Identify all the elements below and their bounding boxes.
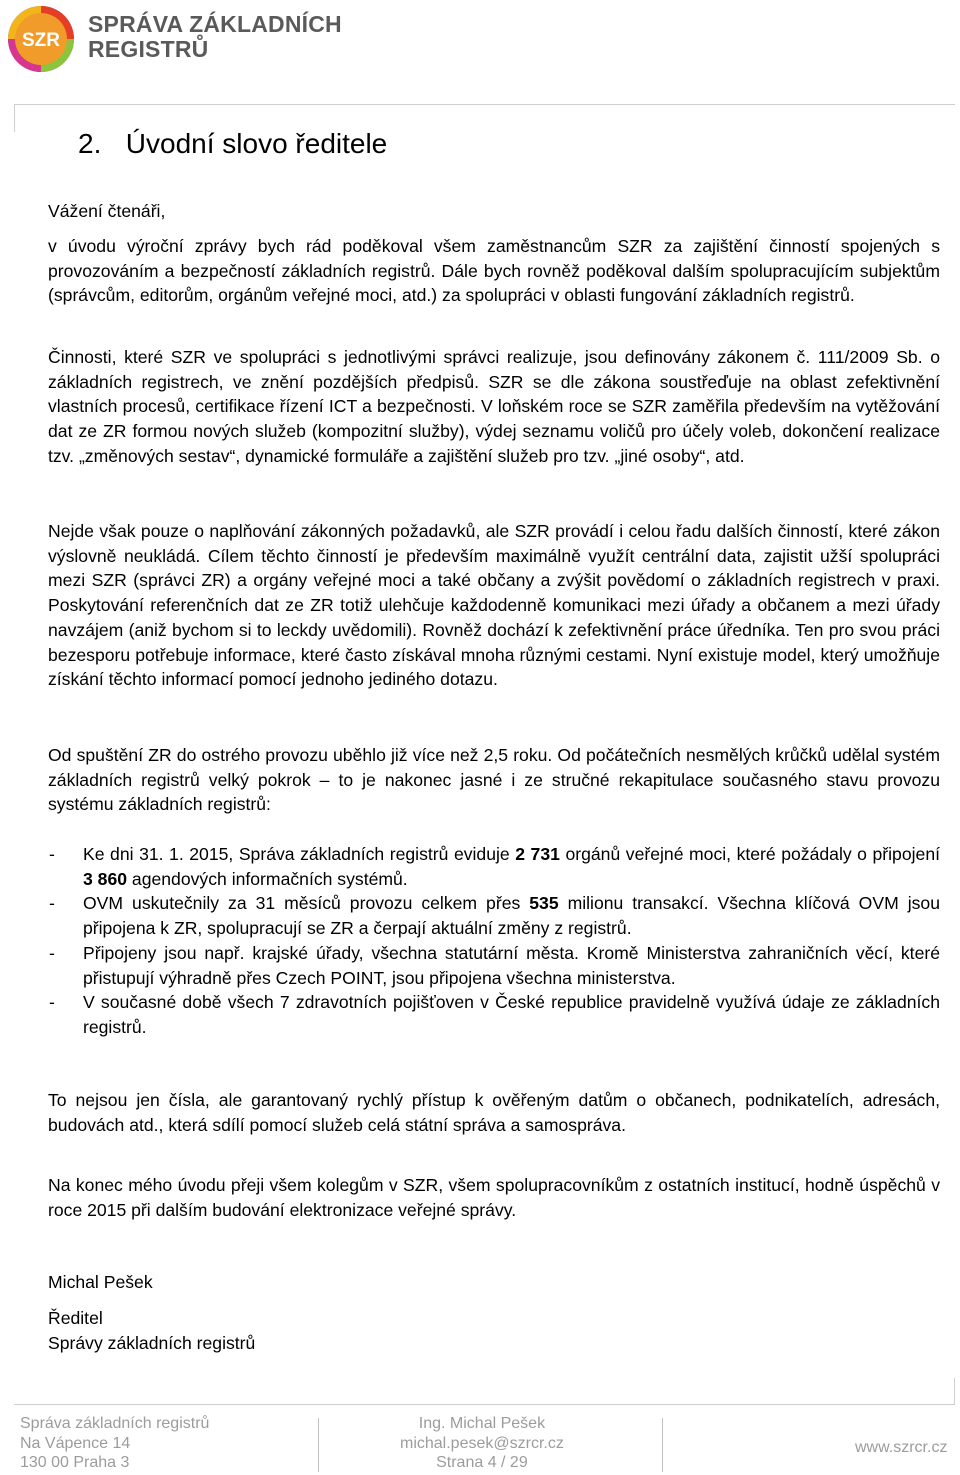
org-name-line2: REGISTRŮ — [88, 36, 209, 62]
signature-name: Michal Pešek — [48, 1272, 153, 1292]
footer-separator — [318, 1418, 319, 1472]
footer-divider — [14, 1404, 955, 1405]
signature-role: Ředitel — [48, 1308, 103, 1328]
footer-page-number: Strana 4 / 29 — [436, 1454, 528, 1471]
footer-divider-tick — [954, 1378, 955, 1404]
list-item: - V současné době všech 7 zdravotních pojišťoven v České republice pravidelně využívá údaje ze základních registrů. — [48, 990, 940, 1039]
paragraph-thanks: v úvodu výroční zprávy bych rád poděkoval všem zaměstnancům SZR za zajištění činností spojených s provozováním a bezpečností základních registrů. Dále bych rovněž poděkoval dalším spolupracujícím subjektům (správcům, editorům, orgánům veřejné moci, atd.) za spolupráci v oblasti fungování základních registrů. — [48, 236, 940, 306]
header-divider — [14, 104, 955, 105]
list-item — [48, 842, 940, 891]
section-heading — [78, 124, 387, 164]
org-name-line1: SPRÁVA ZÁKLADNÍCH — [88, 11, 342, 37]
footer-contact-name: Ing. Michal Pešek — [418, 1415, 546, 1432]
ovm-count: 2 731 — [515, 844, 560, 864]
salutation: Vážení čtenáři, — [48, 201, 166, 221]
footer-separator — [662, 1418, 663, 1472]
page-header — [0, 0, 960, 105]
szr-logo-icon — [5, 3, 77, 75]
footer-contact — [400, 1414, 564, 1473]
list-item-text: milionu transakcí. Všechna klíčová OVM jsou připojena k ZR, spolupracují se ZR a čerpají aktuální změny z registrů. — [83, 893, 940, 939]
list-item — [48, 891, 940, 940]
footer-website[interactable]: www.szrcr.cz — [855, 1439, 948, 1456]
footer-street: Na Vápence 14 — [20, 1434, 131, 1452]
signature-org: Správy základních registrů — [48, 1333, 256, 1353]
org-name — [88, 12, 342, 62]
footer-city: 130 00 Praha 3 — [20, 1454, 130, 1471]
section-number: 2. — [78, 128, 102, 159]
section-title: Úvodní slovo ředitele — [125, 128, 388, 159]
footer-org: Správa základních registrů — [20, 1415, 210, 1432]
header-divider-tick — [14, 104, 15, 132]
ais-count: 3 860 — [83, 868, 128, 889]
list-item-text: OVM uskutečnily za 31 měsíců provozu celkem přes — [83, 893, 530, 914]
transaction-count: 535 — [529, 893, 559, 914]
paragraph-activities: Činnosti, které SZR ve spolupráci s jednotlivými správci realizuje, jsou definovány zákonem č. 111/2009 Sb. o základních registrech, ve znění pozdějších předpisů. SZR se dle zákona soustřeďuje na oblast zefektivnění vlastních procesů, certifikace řízení ICT a bezpečnosti. V loňském roce se SZR zaměřila především na vytěžování dat ze ZR formou nových služeb (kompozitní služby), výdej seznamu voličů pro účely voleb, dokončení realizace tzv. „změnových sestav“, dynamické formuláře a zajištění služeb pro tzv. „jiné osoby“, atd. — [48, 347, 940, 466]
logo-badge-text: SZR — [22, 30, 60, 51]
list-item-text: agendových informačních systémů. — [127, 868, 408, 889]
paragraph-guarantee: To nejsou jen čísla, ale garantovaný rychlý přístup k ověřeným datům o občanech, podnikatelích, adresách, budovách atd., která sdílí pomocí služeb celá státní správa a samospráva. — [48, 1090, 940, 1135]
paragraph-beyond-law: Nejde však pouze o naplňování zákonných požadavků, ale SZR provádí i celou řadu dalších činností, které zákon výslovně neukládá. Cílem těchto činností je především maximálně využít centrální data, zajistit užší spolupráci mezi SZR (správci ZR) a orgány veřejné moci a také občany a zvýšit povědomí o základních registrech v praxi. Poskytování referenčních dat ze ZR totiž ulehčuje každodenně komunikaci mezi úřady a občanem a mezi úřady navzájem (aniž bychom si to leckdy uvědomili). Rovněž dochází k zefektivnění práce úředníka. Ten pro svou práci bezesporu potřebuje informace, které často získával mnoha různými cestami. Nyní existuje model, který umožňuje získání těchto informací pomocí jednoho jediného dotazu. — [48, 521, 940, 690]
footer-email[interactable]: michal.pesek@szrcr.cz — [400, 1434, 564, 1452]
footer-address — [20, 1414, 209, 1473]
list-item: - Připojeny jsou např. krajské úřady, všechna statutární města. Kromě Ministerstva zahraničních věcí, které přistupují výhradně přes Czech POINT, jsou připojena všechna ministerstva. — [48, 941, 940, 990]
paragraph-closing: Na konec mého úvodu přeji všem kolegům v SZR, všem spolupracovníkům z ostatních institucí, hodně úspěchů v roce 2015 při dalším budování elektronizace veřejné správy. — [48, 1175, 940, 1220]
list-item-text: Ke dni 31. 1. 2015, Správa základních registrů eviduje — [83, 844, 516, 864]
paragraph-progress: Od spuštění ZR do ostrého provozu uběhlo již více než 2,5 roku. Od počátečních nesmělých krůčků udělal systém základních registrů velký pokrok – to je nakonec jasné i ze stručné rekapitulace současného stavu provozu systému základních registrů: — [48, 745, 940, 815]
list-item-text: orgánů veřejné moci, které požádaly o připojení — [559, 844, 940, 864]
status-list — [48, 842, 940, 1040]
